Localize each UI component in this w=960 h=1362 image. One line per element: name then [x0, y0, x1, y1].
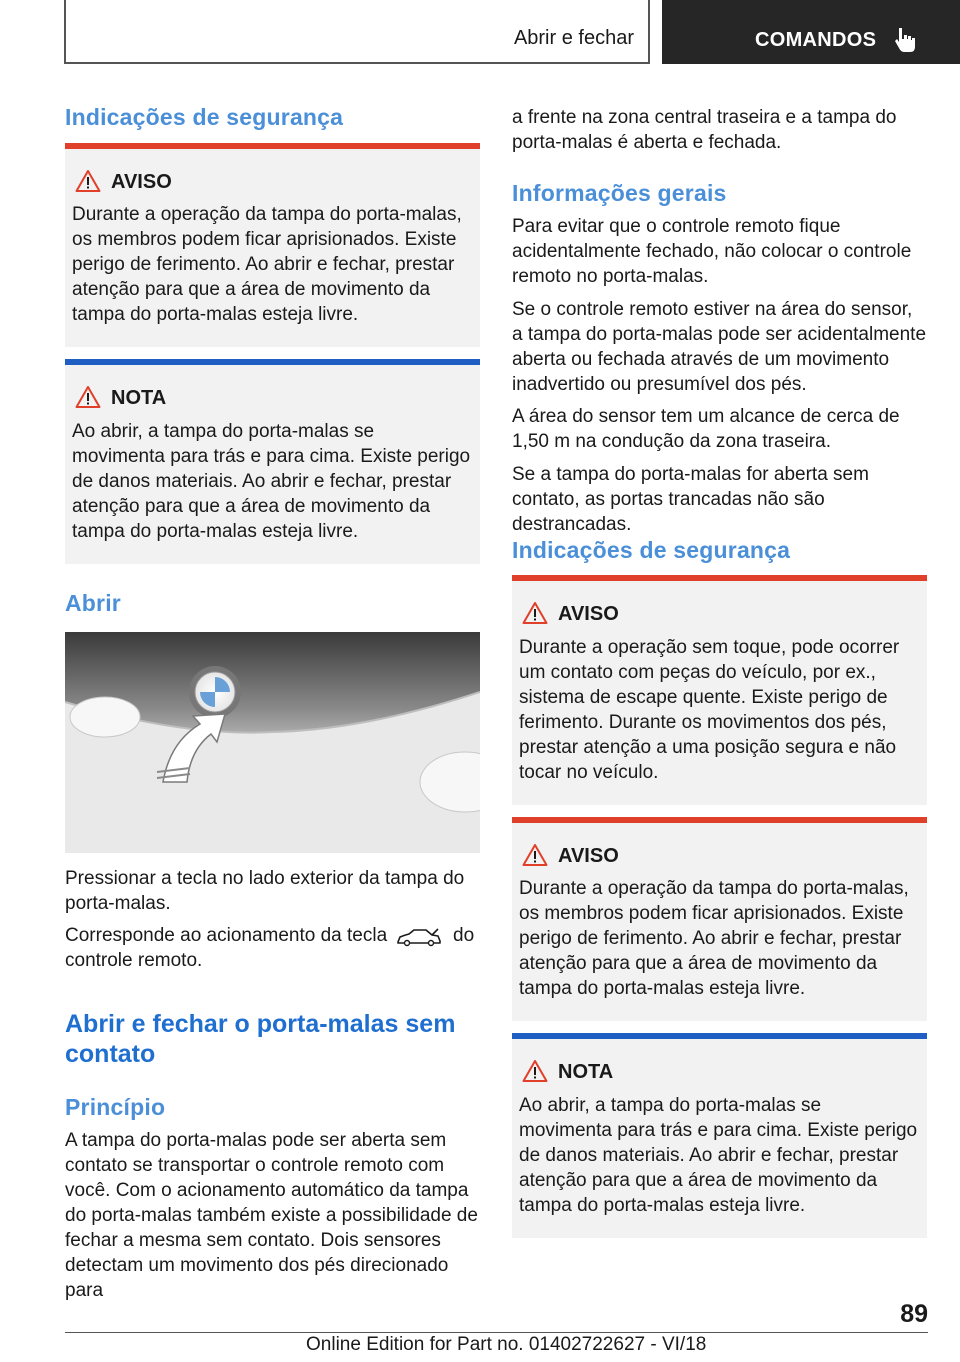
- note-title: NOTA: [111, 387, 167, 409]
- open-remote-a: Corresponde ao acionamento da tecla: [65, 925, 388, 946]
- warning-text: Durante a operação da tampa do porta-malas, os membros podem ficar aprisionados. Existe perigo de ferimento. Ao abrir e fechar, prestar atenção para que a área de movimento da tampa do porta-malas esteja livre.: [72, 204, 462, 325]
- hand-pointer-icon: [894, 26, 918, 54]
- warning-box-3: [512, 817, 927, 1021]
- warning-bar: [512, 817, 927, 823]
- warning-text: Durante a operação da tampa do porta-malas, os membros podem ficar aprisionados. Existe perigo de ferimento. Ao abrir e fechar, prestar atenção para que a área de movimento da tampa do porta-malas esteja livre.: [519, 878, 909, 999]
- warning-title: AVISO: [111, 171, 172, 193]
- principle-continued: a frente na zona central traseira e a tampa do porta-malas é aberta e fechada.: [512, 107, 897, 153]
- general-p3: A área do sensor tem um alcance de cerca de 1,50 m na condução da zona traseira.: [512, 406, 900, 452]
- warning-triangle-icon: [75, 385, 101, 409]
- car-trunk-icon: [396, 926, 442, 948]
- note-box-2: [512, 1033, 927, 1238]
- chapter-tab: [662, 0, 960, 64]
- warning-bar: [65, 143, 480, 149]
- section-tab: [64, 0, 650, 64]
- general-p4: Se a tampa do porta-malas for aberta sem contato, as portas trancadas não são destrancadas.: [512, 464, 869, 535]
- heading-contactless: Abrir e fechar o porta-malas sem contato: [65, 1010, 456, 1068]
- heading-principle: Princípio: [65, 1094, 166, 1120]
- warning-box-1: [65, 143, 480, 347]
- note-text: Ao abrir, a tampa do porta-malas se movimenta para trás e para cima. Existe perigo de danos materiais. Ao abrir e fechar, prestar atenção para que a área de movimento da tampa do porta-malas esteja livre.: [519, 1095, 918, 1216]
- warning-triangle-icon: [522, 1059, 548, 1083]
- heading-general: Informações gerais: [512, 180, 727, 206]
- open-remote-b: controle remoto.: [65, 950, 203, 971]
- open-remote-b-first: do: [453, 925, 475, 946]
- warning-box-2: [512, 575, 927, 805]
- warning-text: Durante a operação sem toque, pode ocorrer um contato com peças do veículo, por ex., sistema de escape quente. Existe perigo de ferimento. Durante os movimentos dos pés, prestar atenção a uma posição segura e não tocar no veículo.: [519, 637, 900, 783]
- warning-triangle-icon: [522, 601, 548, 625]
- note-text: Ao abrir, a tampa do porta-malas se movimenta para trás e para cima. Existe perigo de danos materiais. Ao abrir e fechar, prestar atenção para que a área de movimento da tampa do porta-malas esteja livre.: [72, 421, 471, 542]
- warning-bar: [512, 575, 927, 581]
- note-bar: [512, 1033, 927, 1039]
- general-p1: Para evitar que o controle remoto fique acidentalmente fechado, não colocar o controle remoto no porta-malas.: [512, 216, 912, 287]
- section-title: Abrir e fechar: [513, 27, 634, 49]
- warning-title: AVISO: [558, 845, 619, 867]
- heading-safety-right: Indicações de segurança: [512, 537, 791, 563]
- footer-divider: [65, 1332, 928, 1333]
- heading-safety-left: Indicações de segurança: [65, 104, 344, 130]
- note-bar: [65, 359, 480, 365]
- principle-text: A tampa do porta-malas pode ser aberta sem contato se transportar o controle remoto com você. Com o acionamento automático da tampa do porta-malas também existe a possibilidade de fechar a mesma sem contato. Dois sensores detectam um movimento dos pés direcionado para: [65, 1130, 478, 1301]
- heading-open: Abrir: [65, 590, 121, 616]
- warning-triangle-icon: [522, 843, 548, 867]
- warning-triangle-icon: [75, 169, 101, 193]
- open-instruction: Pressionar a tecla no lado exterior da tampa do porta-malas.: [65, 868, 465, 914]
- chapter-title: COMANDOS: [755, 29, 877, 51]
- page-number: 89: [900, 1300, 928, 1328]
- note-box-1: [65, 359, 480, 564]
- warning-title: AVISO: [558, 603, 619, 625]
- trunk-button-illustration: [65, 632, 480, 853]
- general-p2: Se o controle remoto estiver na área do sensor, a tampa do porta-malas pode ser acidentalmente aberta ou fechada através de um movimento inadvertido ou presumível dos pés.: [512, 299, 927, 395]
- edition-text: Online Edition for Part no. 01402722627 - VI/18: [306, 1334, 707, 1355]
- page-header: [64, 0, 960, 66]
- note-title: NOTA: [558, 1061, 614, 1083]
